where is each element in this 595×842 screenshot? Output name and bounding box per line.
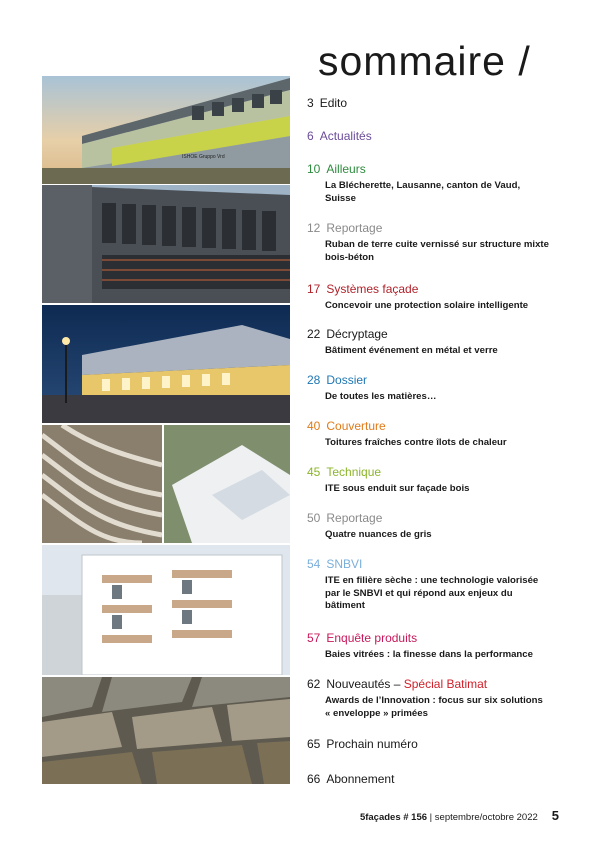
toc-entry-reportage-1[interactable] <box>307 221 567 264</box>
toc-entry-ailleurs[interactable] <box>307 162 567 205</box>
entry-number: 66 <box>307 772 321 786</box>
entry-number: 10 <box>307 162 321 176</box>
entry-number: 40 <box>307 419 321 433</box>
entry-description: ITE en filière sèche : une technologie valorisée par le SNBVI et qui répond aux enjeux du bâtiment <box>325 575 539 611</box>
entry-description: ITE sous enduit sur façade bois <box>325 483 470 494</box>
photo-tuiles <box>42 677 290 784</box>
toc-entry-enquete-produits[interactable] <box>307 631 567 662</box>
footer-magazine: 5façades # 156 <box>359 812 428 823</box>
entry-number: 12 <box>307 221 321 235</box>
photo-evenement <box>42 305 290 423</box>
entry-number: 62 <box>307 677 321 691</box>
entry-title-special: Spécial Batimat <box>403 677 488 691</box>
entry-title: Reportage <box>326 511 383 525</box>
entry-number: 45 <box>307 465 321 479</box>
toc-entry-prochain-numero[interactable] <box>307 737 567 752</box>
entry-title: Nouveautés – <box>326 677 404 691</box>
photo-sign: ISHOE Gruppo Vrd <box>182 154 225 160</box>
entry-number: 3 <box>307 96 314 110</box>
toc-entry-decryptage[interactable] <box>307 327 567 358</box>
toc-entry-actualites[interactable] <box>307 129 567 144</box>
entry-description: Concevoir une protection solaire intelligente <box>325 300 529 311</box>
entry-number: 28 <box>307 373 321 387</box>
entry-title: SNBVI <box>326 557 363 571</box>
footer-issue-date: | septembre/octobre 2022 <box>429 812 538 823</box>
toc-entry-systemes-facade[interactable] <box>307 282 567 313</box>
entry-number: 57 <box>307 631 321 645</box>
toc-entry-reportage-2[interactable] <box>307 511 567 542</box>
entry-number: 50 <box>307 511 321 525</box>
photo-snbvi <box>42 545 290 675</box>
photo-couverture <box>42 425 290 543</box>
entry-description: Bâtiment événement en métal et verre <box>325 345 498 356</box>
toc-entry-edito[interactable] <box>307 96 567 111</box>
footer-issue-info <box>360 812 538 823</box>
entry-description: Baies vitrées : la finesse dans la performance <box>325 649 533 660</box>
page-number: 5 <box>551 808 559 823</box>
photo-terre-cuite <box>42 185 290 303</box>
toc-entry-nouveautes[interactable] <box>307 677 567 720</box>
entry-title: Couverture <box>326 419 386 433</box>
toc-entry-snbvi[interactable] <box>307 557 567 613</box>
entry-title: Technique <box>326 465 382 479</box>
entry-number: 54 <box>307 557 321 571</box>
entry-title: Reportage <box>326 221 383 235</box>
entry-title: Enquête produits <box>326 631 418 645</box>
page-footer <box>360 808 559 823</box>
toc-entry-couverture[interactable] <box>307 419 567 450</box>
toc-entry-dossier[interactable] <box>307 373 567 404</box>
entry-number: 17 <box>307 282 321 296</box>
entry-description: De toutes les matières… <box>325 391 437 402</box>
entry-description: Awards de l’Innovation : focus sur six solutions « enveloppe » primées <box>325 695 543 719</box>
entry-title: Abonnement <box>326 772 395 786</box>
photo-blecherette <box>42 76 290 184</box>
entry-title: Ailleurs <box>326 162 366 176</box>
entry-title: Dossier <box>326 373 368 387</box>
entry-title: Décryptage <box>326 327 388 341</box>
entry-title: Prochain numéro <box>326 737 418 751</box>
entry-number: 6 <box>307 129 314 143</box>
entry-number: 22 <box>307 327 321 341</box>
entry-description: La Blécherette, Lausanne, canton de Vaud, Suisse <box>325 180 521 204</box>
page-title: sommaire / <box>318 38 531 84</box>
entry-title: Edito <box>319 96 348 110</box>
entry-title: Systèmes façade <box>326 282 419 296</box>
entry-description: Toitures fraîches contre îlots de chaleur <box>325 437 507 448</box>
toc-entry-technique[interactable] <box>307 465 567 496</box>
entry-description: Ruban de terre cuite vernissé sur structure mixte bois-béton <box>325 239 549 263</box>
entry-number: 65 <box>307 737 321 751</box>
entry-description: Quatre nuances de gris <box>325 529 432 540</box>
entry-title: Actualités <box>319 129 372 143</box>
toc-entry-abonnement[interactable] <box>307 772 567 787</box>
